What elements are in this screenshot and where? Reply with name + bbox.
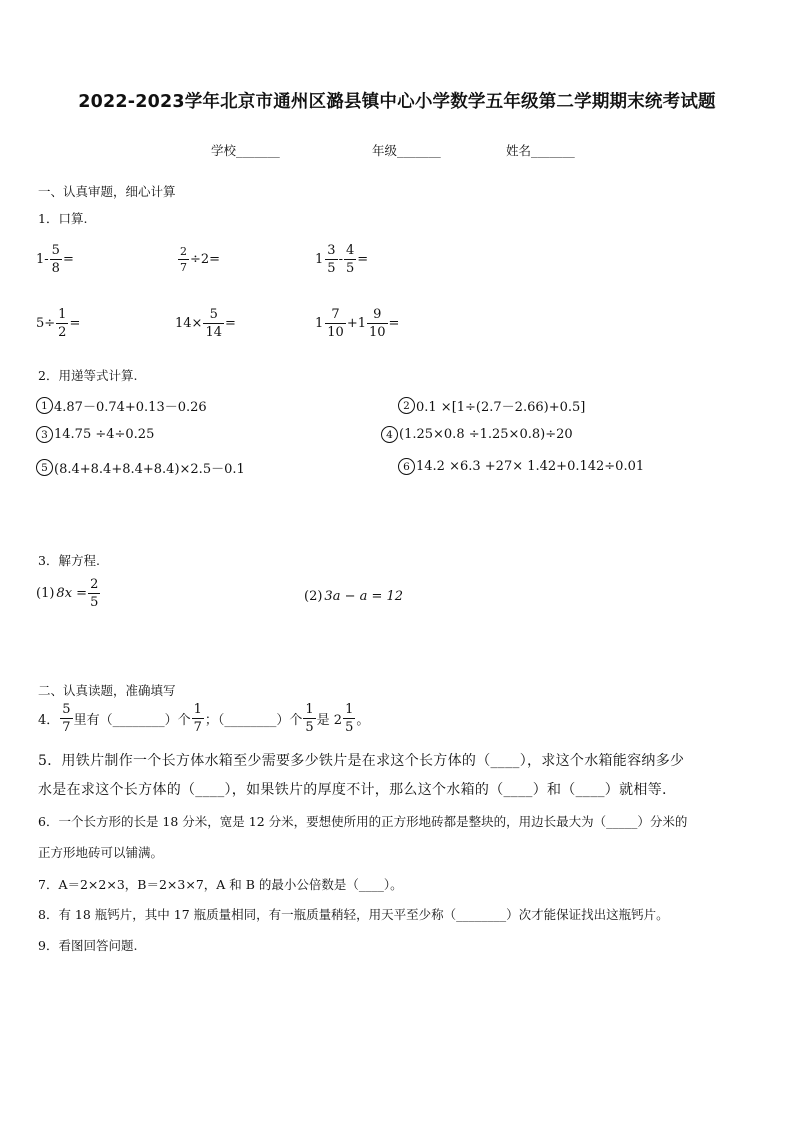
school-field: 学校_______ bbox=[211, 143, 280, 158]
q5-line-2: 水是在求这个长方体的（____），如果铁片的厚度不计，那么这个水箱的（____）和（____）就相等. bbox=[38, 782, 667, 798]
circled-number: 6 bbox=[398, 458, 415, 475]
q2-item-3: 3 14.75 ÷4÷0.25 bbox=[36, 426, 154, 443]
circled-number: 5 bbox=[36, 459, 53, 476]
q7: 7．A＝2×2×3，B＝2×3×7，A 和 B 的最小公倍数是（____）。 bbox=[38, 877, 403, 892]
circled-number: 2 bbox=[398, 397, 415, 414]
circled-number: 1 bbox=[36, 397, 53, 414]
q5-line-1: 5．用铁片制作一个长方体水箱至少需要多少铁片是在求这个长方体的（____），求这个水箱能容纳多少 bbox=[38, 753, 685, 769]
grade-field: 年级_______ bbox=[372, 143, 441, 158]
name-blank: _______ bbox=[531, 143, 575, 158]
q2-item-5: 5 (8.4+8.4+8.4+8.4)×2.5－0.1 bbox=[36, 458, 245, 477]
school-blank: _______ bbox=[236, 143, 280, 158]
q2-item-2: 2 0.1 ×[1÷(2.7－2.66)+0.5] bbox=[398, 396, 585, 415]
q6-line-2: 正方形地砖可以铺满。 bbox=[38, 845, 164, 860]
q1-label: 1．口算. bbox=[38, 211, 88, 226]
q3-equation-2: (2) 3a − a = 12 bbox=[304, 589, 404, 604]
q1-item-4: 5÷ $\frac{1}{2}$ = bbox=[36, 307, 81, 340]
q1-item-5: 14× $\frac{5}{14}$ = bbox=[175, 307, 236, 340]
q1-item-3: 1 $\frac{3}{5}$ - $\frac{4}{5}$ = bbox=[315, 243, 369, 276]
section-1-heading: 一、认真审题，细心计算 bbox=[38, 184, 176, 199]
q2-item-6: 6 14.2 ×6.3 +27× 1.42+0.142÷0.01 bbox=[398, 458, 644, 475]
name-field: 姓名_______ bbox=[506, 143, 575, 158]
section-2-heading: 二、认真读题，准确填写 bbox=[38, 683, 176, 698]
q4: 4． $\frac{5}{7}$ 里有（________）个 $\frac{1}{7}$ ；（________）个 $\frac{1}{5}$ 是 2 $\frac{1}{5}$ 。 bbox=[38, 702, 370, 735]
grade-blank: _______ bbox=[397, 143, 441, 158]
q1-item-6: 1 $\frac{7}{10}$ +1 $\frac{9}{10}$ = bbox=[315, 307, 400, 340]
q6-line-1: 6．一个长方形的长是 18 分米，宽是 12 分米，要想使所用的正方形地砖都是整块的，用边长最大为（_____）分米的 bbox=[38, 814, 688, 829]
q2-item-4: 4 (1.25×0.8 ÷1.25×0.8)÷20 bbox=[381, 426, 573, 443]
q2-label: 2．用递等式计算. bbox=[38, 368, 138, 383]
q1-item-1: 1- $\frac{5}{8}$ = bbox=[36, 243, 74, 276]
q2-item-1: 1 4.87－0.74+0.13－0.26 bbox=[36, 396, 207, 415]
circled-number: 3 bbox=[36, 426, 53, 443]
q8: 8．有 18 瓶钙片，其中 17 瓶质量相同，有一瓶质量稍轻，用天平至少称（________）次才能保证找出这瓶钙片。 bbox=[38, 907, 669, 922]
page-title: 2022-2023学年北京市通州区潞县镇中心小学数学五年级第二学期期末统考试题 bbox=[78, 92, 716, 112]
q3-label: 3．解方程. bbox=[38, 553, 100, 568]
q3-equation-1: (1) 8x = $\frac{2}{5}$ bbox=[36, 577, 99, 610]
circled-number: 4 bbox=[381, 426, 398, 443]
q1-item-2: $\frac{2}{7}$ ÷2= bbox=[180, 245, 221, 274]
q9: 9．看图回答问题. bbox=[38, 938, 138, 953]
